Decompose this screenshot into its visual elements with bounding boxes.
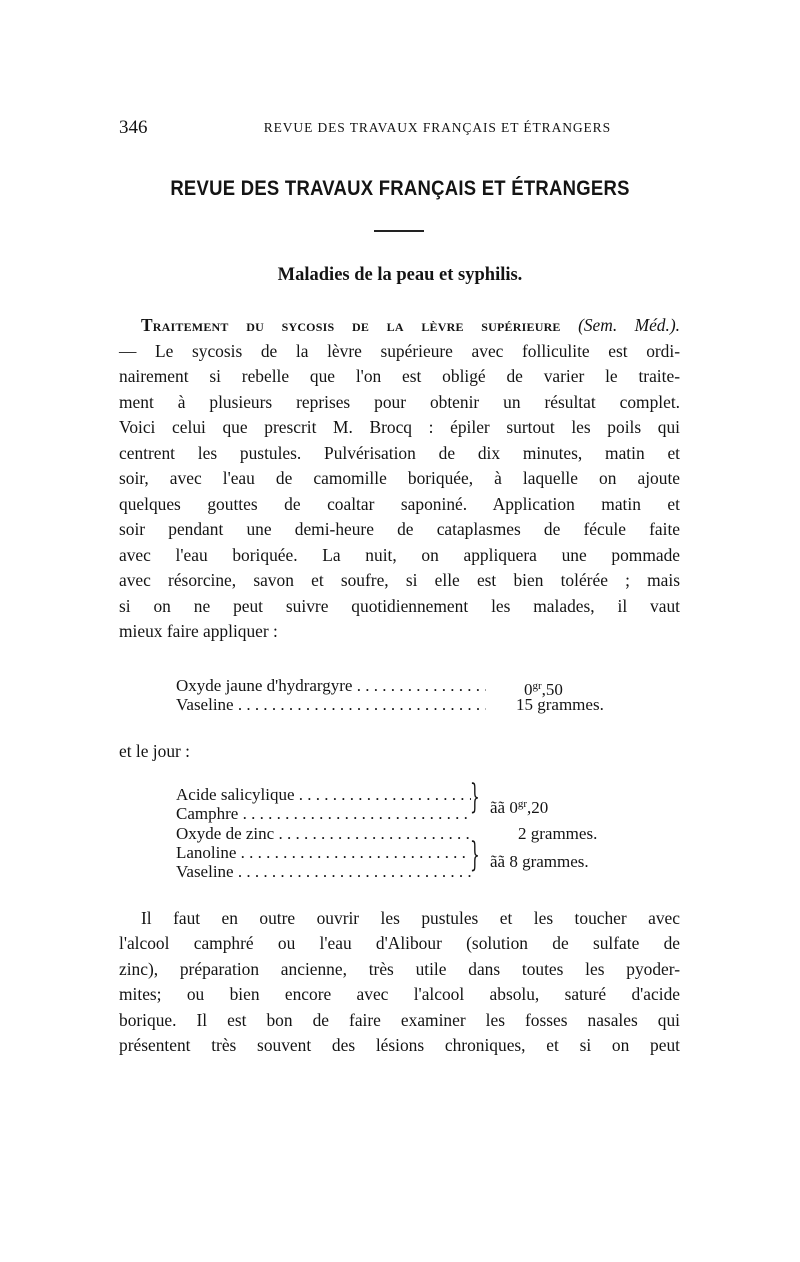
body-line: nairement si rebelle que l'on est obligé de varier le traite- — [119, 366, 680, 386]
body-line: si on ne peut suivre quotidiennement les malades, il vaut — [119, 596, 680, 616]
ingredient: Lanoline — [176, 843, 237, 862]
quantity: 2 grammes. — [518, 824, 598, 843]
article-heading: Traitement du sycosis de la lèvre supérieure — [141, 315, 561, 335]
body-line: présentent très souvent des lésions chroniques, et si on peut — [119, 1035, 680, 1055]
body-line: Voici celui que prescrit M. Brocq : épiler surtout les poils qui — [119, 417, 680, 437]
ingredient: Vaseline — [176, 862, 234, 881]
ingredient: Camphre — [176, 804, 239, 823]
body-line: quelques gouttes de coaltar saponiné. Application matin et — [119, 494, 680, 514]
quantity: ãã 8 grammes. — [490, 852, 589, 871]
quantity: 15 grammes. — [516, 695, 604, 714]
brace: } — [470, 835, 480, 875]
quantity: $0^{gr},50$ — [524, 680, 563, 699]
main-title: REVUE DES TRAVAUX FRANÇAIS ET ÉTRANGERS — [170, 176, 630, 200]
article-heading-line — [141, 313, 680, 338]
body-line: mites; ou bien encore avec l'alcool absolu, saturé d'acide — [119, 984, 680, 1004]
body-line: Il faut en outre ouvrir les pustules et les toucher avec — [141, 908, 680, 928]
body-line: zinc), préparation ancienne, très utile dans toutes les pyoder- — [119, 959, 680, 979]
brace: } — [470, 777, 480, 817]
quantity: ãã $0^{gr},20$ — [490, 798, 549, 817]
running-title: REVUE DES TRAVAUX FRANÇAIS ET ÉTRANGERS — [263, 120, 611, 135]
body-line: soir pendant une demi-heure de cataplasmes de fécule faite — [119, 519, 680, 539]
ingredient: Acide salicylique — [176, 785, 295, 804]
body-line: ment à plusieurs reprises pour obtenir un résultat complet. — [119, 392, 680, 412]
page-number: 346 — [119, 117, 148, 138]
ingredient: Vaseline — [176, 695, 234, 714]
et-le-jour: et le jour : — [119, 741, 190, 761]
running-head — [119, 117, 611, 139]
title-rule — [374, 230, 424, 232]
body-line: avec l'eau boriquée. La nuit, on appliquera une pommade — [119, 545, 680, 565]
ingredient: Oxyde de zinc — [176, 824, 275, 843]
body-line: mieux faire appliquer : — [119, 621, 278, 641]
body-line: centrent les pustules. Pulvérisation de dix minutes, matin et — [119, 443, 680, 463]
body-line: l'alcool camphré ou l'eau d'Alibour (solution de sulfate de — [119, 933, 680, 953]
ingredient: Oxyde jaune d'hydrargyre — [176, 676, 353, 695]
article-source: (Sem. Méd.). — [578, 315, 680, 335]
section-title: Maladies de la peau et syphilis. — [277, 265, 523, 285]
body-line: avec résorcine, savon et soufre, si elle est bien tolérée ; mais — [119, 570, 680, 590]
body-line: borique. Il est bon de faire examiner les fosses nasales qui — [119, 1010, 680, 1030]
body-line: — Le sycosis de la lèvre supérieure avec folliculite est ordi- — [119, 341, 680, 361]
body-line: soir, avec l'eau de camomille boriquée, à laquelle on ajoute — [119, 468, 680, 488]
